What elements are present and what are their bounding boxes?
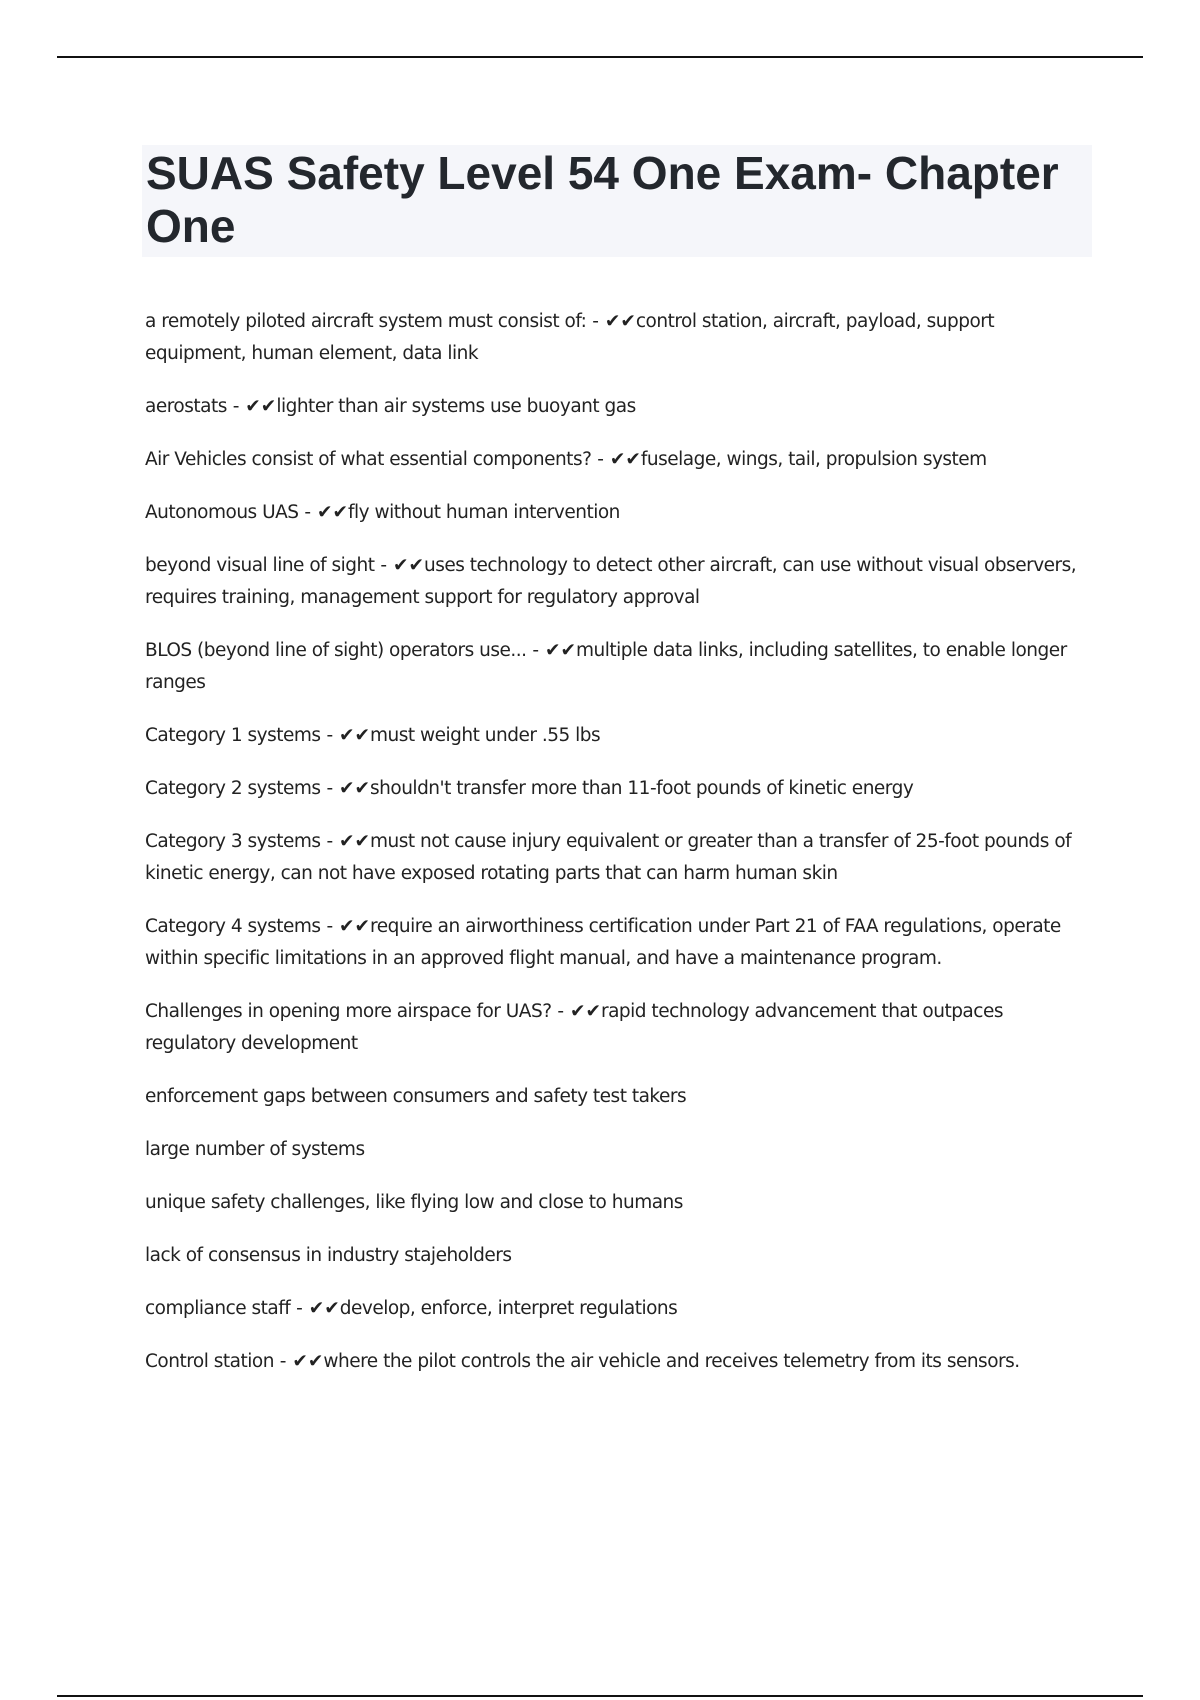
entry-answer: control station, aircraft, payload, support equipment, human element, data link <box>145 311 995 364</box>
entry-term: Category 4 systems <box>145 916 321 937</box>
flashcard-entry <box>145 1293 1090 1325</box>
entry-answer: fuselage, wings, tail, propulsion system <box>640 449 987 470</box>
document-title: SUAS Safety Level 54 One Exam- Chapter One <box>146 147 1059 252</box>
flashcard-entry <box>145 306 1090 370</box>
entry-answer: fly without human intervention <box>347 502 620 523</box>
continuation-line: unique safety challenges, like flying low and close to humans <box>145 1192 683 1213</box>
flashcard-entry <box>145 1346 1090 1378</box>
entry-term: Challenges in opening more airspace for UAS? <box>145 1001 552 1022</box>
entry-answer: shouldn't transfer more than 11-foot pounds of kinetic energy <box>370 778 914 799</box>
answer-marker: - ✔✔ <box>320 725 371 746</box>
bottom-rule <box>57 1695 1143 1697</box>
entry-term: compliance staff <box>145 1298 291 1319</box>
entry-term: Control station <box>145 1351 274 1372</box>
flashcard-entry <box>145 635 1090 699</box>
entry-answer: rapid technology advancement that outpaces regulatory development <box>145 1001 1003 1054</box>
entry-term: beyond visual line of sight <box>145 555 375 576</box>
entry-answer: must not cause injury equivalent or greater than a transfer of 25-foot pounds of kinetic energy, can not have exposed rotating parts that can harm human skin <box>145 831 1072 884</box>
answer-marker: - ✔✔ <box>290 1298 340 1319</box>
answer-marker: - ✔✔ <box>591 449 641 470</box>
flashcard-entry <box>145 826 1090 890</box>
answer-marker: - ✔✔ <box>226 396 277 417</box>
flashcard-list <box>145 306 1090 1399</box>
entry-answer: multiple data links, including satellites, to enable longer ranges <box>145 640 1067 693</box>
answer-marker: - ✔✔ <box>551 1001 601 1022</box>
answer-marker: - ✔✔ <box>320 831 371 852</box>
answer-marker: - ✔✔ <box>586 311 636 332</box>
title-banner <box>142 145 1092 257</box>
answer-marker: - ✔✔ <box>320 916 371 937</box>
entry-term: Category 1 systems <box>145 725 321 746</box>
continuation-line: lack of consensus in industry stajeholders <box>145 1245 512 1266</box>
continuation-line: enforcement gaps between consumers and safety test takers <box>145 1086 687 1107</box>
answer-marker: - ✔✔ <box>526 640 576 661</box>
entry-answer: must weight under .55 lbs <box>370 725 601 746</box>
flashcard-entry <box>145 911 1090 975</box>
entry-term: aerostats <box>145 396 227 417</box>
flashcard-entry <box>145 550 1090 614</box>
flashcard-entry <box>145 773 1090 805</box>
entry-answer: lighter than air systems use buoyant gas <box>276 396 636 417</box>
continuation-line: large number of systems <box>145 1139 365 1160</box>
flashcard-entry <box>145 497 1090 529</box>
flashcard-entry <box>145 996 1090 1060</box>
entry-term: Category 2 systems <box>145 778 321 799</box>
entry-answer: uses technology to detect other aircraft, can use without visual observers, requires training, management support for regulatory approval <box>145 555 1077 608</box>
flashcard-entry <box>145 720 1090 752</box>
entry-term: BLOS (beyond line of sight) operators use... <box>145 640 527 661</box>
answer-marker: - ✔✔ <box>320 778 371 799</box>
entry-term: Autonomous UAS <box>145 502 299 523</box>
answer-marker: - ✔✔ <box>273 1351 324 1372</box>
entry-answer: where the pilot controls the air vehicle and receives telemetry from its sensors. <box>323 1351 1020 1372</box>
flashcard-entry <box>145 391 1090 423</box>
entry-term: Air Vehicles consist of what essential components? <box>145 449 592 470</box>
answer-marker: - ✔✔ <box>374 555 424 576</box>
flashcard-entry <box>145 444 1090 476</box>
top-rule <box>57 56 1143 58</box>
entry-term: a remotely piloted aircraft system must consist of: <box>145 311 587 332</box>
answer-marker: - ✔✔ <box>298 502 348 523</box>
entry-answer: develop, enforce, interpret regulations <box>339 1298 678 1319</box>
entry-answer: require an airworthiness certification under Part 21 of FAA regulations, operate within specific limitations in an approved flight manual, and have a maintenance program. <box>145 916 1061 969</box>
entry-term: Category 3 systems <box>145 831 321 852</box>
